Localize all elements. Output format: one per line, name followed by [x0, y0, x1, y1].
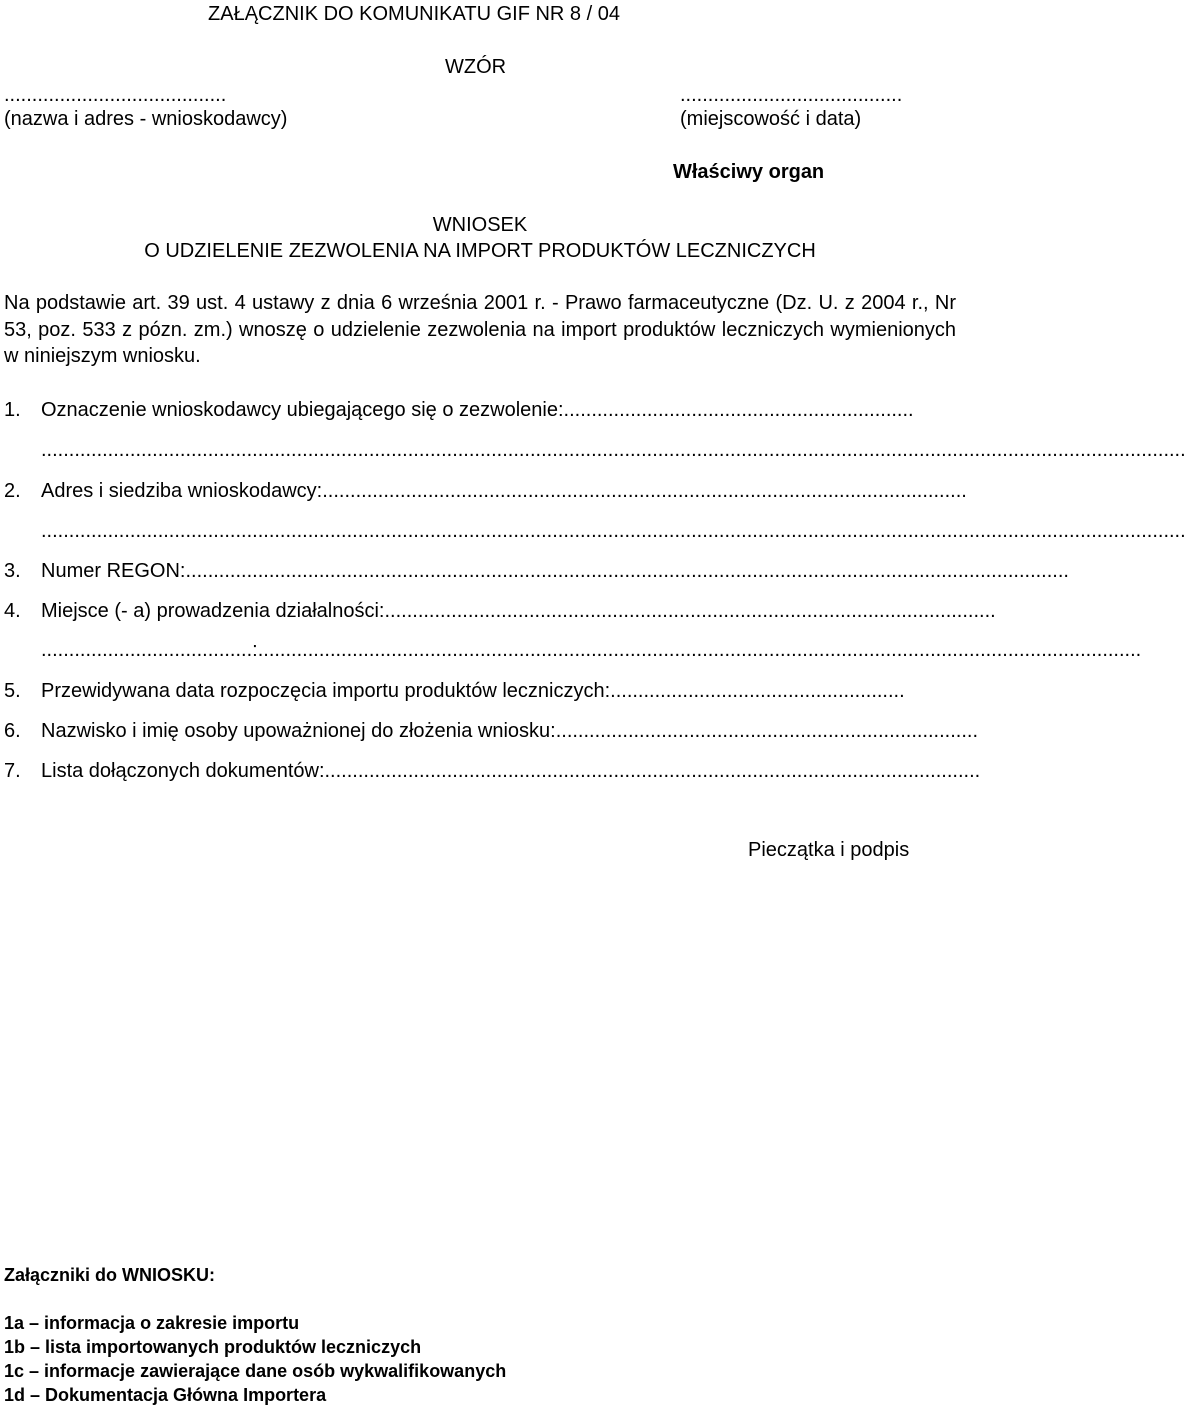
form-item-2-continuation: .............................................................................................................................................................................................................. [41, 520, 1186, 542]
item-text: Oznaczenie wnioskodawcy ubiegającego się o zezwolenie:............................................................... [41, 399, 914, 421]
form-item-4-continuation: ......................................:............................................................................................................................................................... [41, 639, 1142, 661]
form-item-2 [4, 479, 967, 503]
form-item-7 [4, 759, 981, 783]
addressee: Właściwy organ [673, 161, 825, 183]
form-item-1-continuation: .............................................................................................................................................................................................................. [41, 439, 1186, 461]
item-number: 3. [4, 560, 21, 582]
attachment-item: 1a – informacja o zakresie importu [4, 1313, 300, 1333]
application-subheading: O UDZIELENIE ZEZWOLENIA NA IMPORT PRODUKTÓW LECZNICZYCH [144, 240, 816, 262]
place-date-label: (miejscowość i data) [680, 108, 862, 130]
attachment-item: 1b – lista importowanych produktów leczniczych [4, 1337, 422, 1357]
template-label: WZÓR [445, 56, 507, 78]
form-item-5 [4, 679, 952, 703]
item-text: Lista dołączonych dokumentów:...................................................................................................................... [41, 760, 981, 782]
applicant-name-address-field: ........................................ [4, 84, 227, 106]
attachment-item: 1c – informacje zawierające dane osób wykwalifikowanych [4, 1361, 507, 1381]
item-text: Numer REGON:............................................................................................................................................................... [41, 560, 1069, 582]
signature-label: Pieczątka i podpis [748, 839, 910, 861]
application-heading: WNIOSEK [432, 214, 528, 236]
item-number: 5. [4, 680, 21, 702]
item-number: 1. [4, 399, 21, 421]
applicant-name-address-label: (nazwa i adres - wnioskodawcy) [4, 108, 288, 130]
item-number: 2. [4, 480, 21, 502]
item-text: Przewidywana data rozpoczęcia importu produktów leczniczych:..................................................... [41, 680, 905, 702]
item-text: Adres i siedziba wnioskodawcy:.................................................................................................................... [41, 480, 967, 502]
item-text: Nazwisko i imię osoby upoważnionej do złożenia wniosku:............................................................................ [41, 720, 979, 742]
form-item-4 [4, 599, 996, 623]
document-title: ZAŁĄCZNIK DO KOMUNIKATU GIF NR 8 / 04 [208, 3, 620, 25]
form-item-3 [4, 559, 1069, 583]
item-number: 4. [4, 600, 21, 622]
item-text: Miejsce (- a) prowadzenia działalności:.............................................................................................................. [41, 600, 996, 622]
attachment-item: 1d – Dokumentacja Główna Importera [4, 1385, 327, 1405]
form-item-6 [4, 719, 979, 743]
place-date-field: ........................................ [680, 84, 903, 106]
intro-paragraph: Na podstawie art. 39 ust. 4 ustawy z dnia 6 września 2001 r. - Prawo farmaceutyczne (Dz. U. z 2004 r., Nr 53, poz. 533 z pózn. zm.) wnoszę o udzielenie zezwolenia na import produktów leczniczych wymienionych w niniejszym wniosku. [4, 292, 956, 367]
item-number: 7. [4, 760, 21, 782]
item-number: 6. [4, 720, 21, 742]
attachments-title: Załączniki do WNIOSKU: [4, 1265, 216, 1285]
form-item-1 [4, 398, 952, 422]
